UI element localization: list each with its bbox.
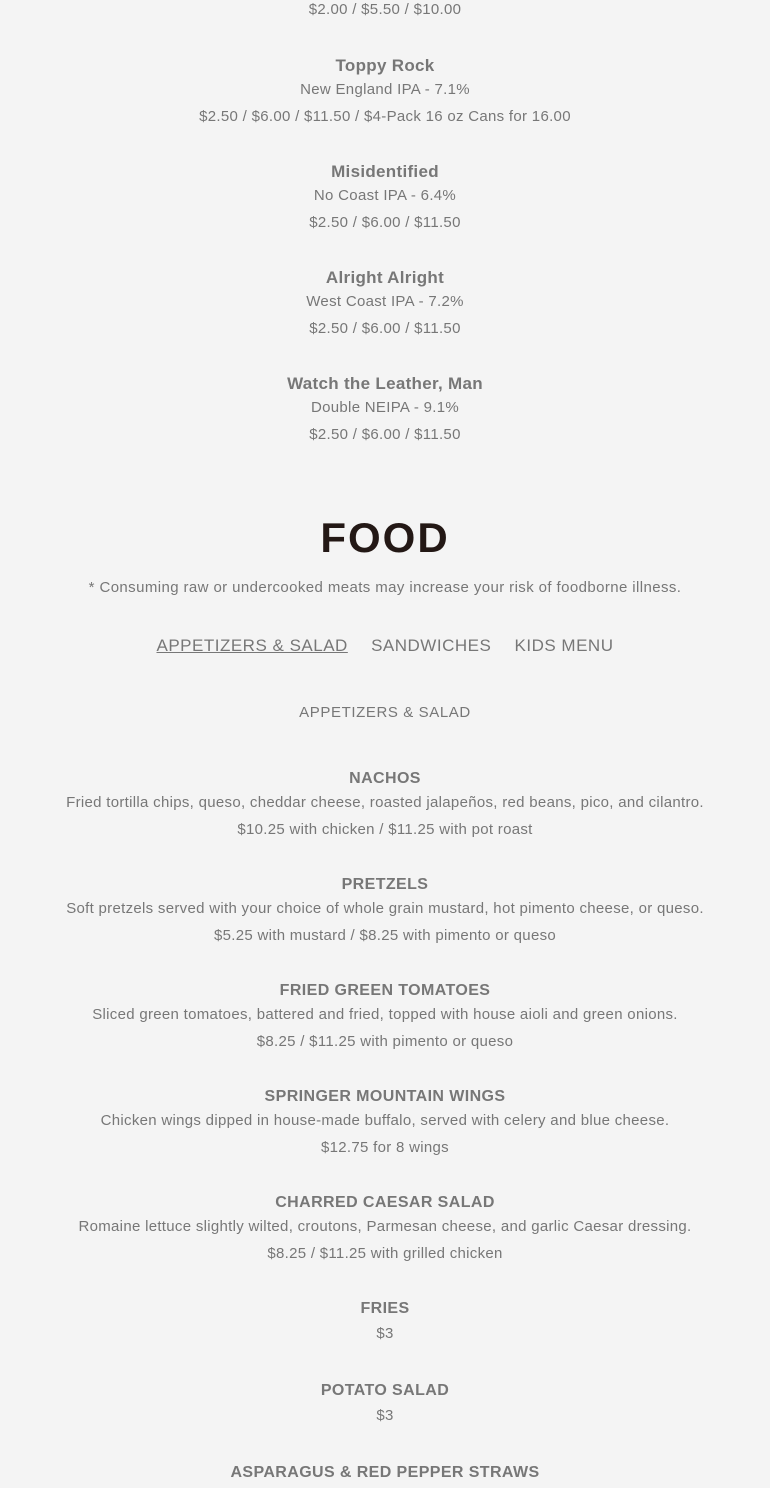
beer-name: Misidentified bbox=[331, 162, 439, 181]
beer-price: $2.50 / $6.00 / $11.50 bbox=[309, 214, 461, 231]
menu-item bbox=[0, 1379, 770, 1429]
beer-item bbox=[0, 372, 770, 448]
beer-item bbox=[0, 54, 770, 130]
beer-name: Toppy Rock bbox=[335, 56, 435, 75]
menu-item-price: $3 bbox=[376, 1407, 394, 1424]
beer-name: Alright Alright bbox=[325, 268, 445, 287]
menu-item-name: NACHOS bbox=[349, 770, 421, 787]
menu-item-price: $12.75 for 8 wings bbox=[321, 1139, 449, 1156]
beer-item bbox=[0, 266, 770, 342]
menu-item-name: PRETZELS bbox=[341, 876, 429, 893]
menu-item bbox=[0, 767, 770, 843]
beer-style: New England IPA - 7.1% bbox=[300, 81, 470, 98]
beer-style: West Coast IPA - 7.2% bbox=[306, 293, 464, 310]
menu-item-price: $3 bbox=[376, 1325, 394, 1342]
menu-item-description: Soft pretzels served with your choice of whole grain mustard, hot pimento cheese, or queso. bbox=[66, 900, 704, 917]
menu-item-price: $5.25 with mustard / $8.25 with pimento or queso bbox=[213, 927, 557, 944]
menu-item-price: $8.25 / $11.25 with grilled chicken bbox=[267, 1245, 503, 1262]
menu-item bbox=[0, 873, 770, 949]
menu-item bbox=[0, 979, 770, 1055]
menu-item-description: Chicken wings dipped in house-made buffalo, served with celery and blue cheese. bbox=[100, 1112, 670, 1129]
menu-item-name: CHARRED CAESAR SALAD bbox=[275, 1194, 495, 1211]
section-heading: APPETIZERS & SALAD bbox=[299, 704, 471, 721]
tab-kids-menu[interactable]: KIDS MENU bbox=[514, 636, 614, 655]
beer-item bbox=[0, 160, 770, 236]
menu-item bbox=[0, 1461, 770, 1485]
food-title: FOOD bbox=[320, 514, 450, 561]
menu-item-name: FRIES bbox=[360, 1300, 410, 1317]
menu-item-price: $8.25 / $11.25 with pimento or queso bbox=[256, 1033, 514, 1050]
menu-item bbox=[0, 1191, 770, 1267]
beer-price: $2.00 / $5.50 / $10.00 bbox=[308, 1, 462, 18]
menu-item-name: ASPARAGUS & RED PEPPER STRAWS bbox=[230, 1464, 540, 1481]
beer-price: $2.50 / $6.00 / $11.50 bbox=[309, 320, 461, 337]
menu-item bbox=[0, 1085, 770, 1161]
beer-style: Double NEIPA - 9.1% bbox=[311, 399, 459, 416]
food-disclaimer: * Consuming raw or undercooked meats may increase your risk of foodborne illness. bbox=[88, 579, 682, 596]
tab-appetizers-salad[interactable]: APPETIZERS & SALAD bbox=[156, 636, 348, 655]
beer-price: $2.50 / $6.00 / $11.50 bbox=[309, 426, 461, 443]
menu-item bbox=[0, 1297, 770, 1347]
menu-item-name: SPRINGER MOUNTAIN WINGS bbox=[264, 1088, 506, 1105]
menu-tabs bbox=[0, 634, 770, 658]
menu-item-description: Sliced green tomatoes, battered and fried, topped with house aioli and green onions. bbox=[92, 1006, 678, 1023]
tab-sandwiches[interactable]: SANDWICHES bbox=[371, 636, 492, 655]
menu-item-description: Fried tortilla chips, queso, cheddar cheese, roasted jalapeños, red beans, pico, and cilantro. bbox=[66, 794, 704, 811]
menu-item-name: POTATO SALAD bbox=[320, 1382, 450, 1399]
beer-style: No Coast IPA - 6.4% bbox=[313, 187, 457, 204]
menu-item-price: $10.25 with chicken / $11.25 with pot roast bbox=[237, 821, 533, 838]
menu-item-description: Romaine lettuce slightly wilted, croutons, Parmesan cheese, and garlic Caesar dressing. bbox=[78, 1218, 692, 1235]
beer-price: $2.50 / $6.00 / $11.50 / $4-Pack 16 oz Cans for 16.00 bbox=[199, 108, 571, 125]
menu-item-name: FRIED GREEN TOMATOES bbox=[279, 982, 491, 999]
beer-name: Watch the Leather, Man bbox=[287, 374, 483, 393]
